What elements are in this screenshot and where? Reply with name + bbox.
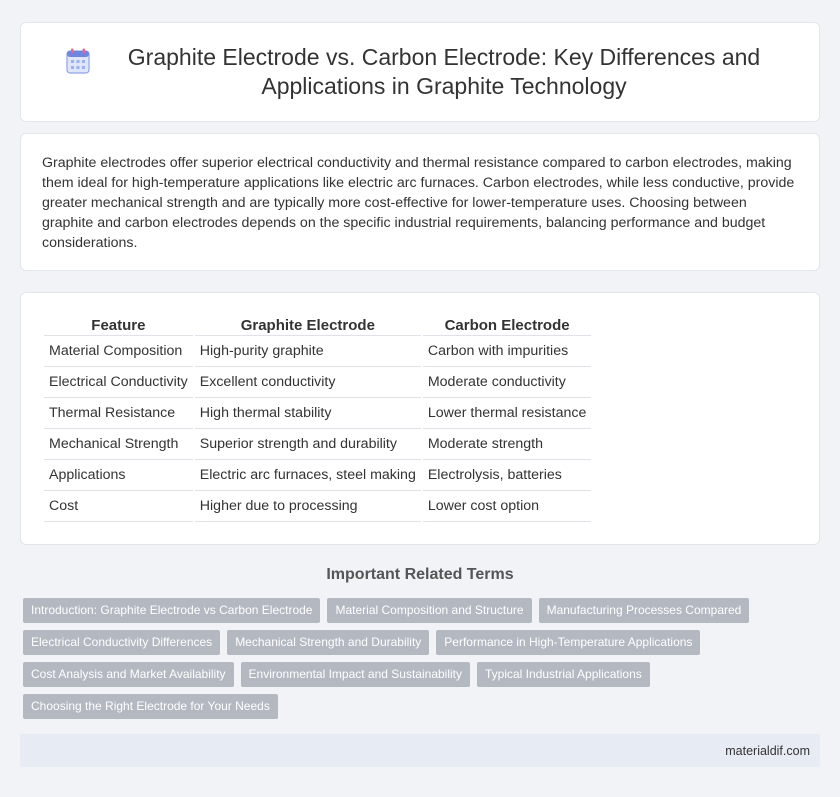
table-cell: Applications xyxy=(44,460,193,491)
related-term-tag[interactable]: Manufacturing Processes Compared xyxy=(539,598,750,623)
table-cell: Superior strength and durability xyxy=(195,429,421,460)
related-term-tag[interactable]: Choosing the Right Electrode for Your Needs xyxy=(23,694,278,719)
table-cell: Electrical Conductivity xyxy=(44,367,193,398)
table-row xyxy=(44,367,591,398)
related-term-tag[interactable]: Typical Industrial Applications xyxy=(477,662,650,687)
table-cell: Electric arc furnaces, steel making xyxy=(195,460,421,491)
table-row xyxy=(44,491,591,522)
related-term-tag[interactable]: Introduction: Graphite Electrode vs Carbon Electrode xyxy=(23,598,320,623)
intro-card xyxy=(20,133,820,271)
comparison-card xyxy=(20,292,820,545)
page-title: Graphite Electrode vs. Carbon Electrode: Key Differences and Applications in Graphite Technology xyxy=(127,44,761,99)
related-term-tag[interactable]: Electrical Conductivity Differences xyxy=(23,630,220,655)
related-term-tag[interactable]: Performance in High-Temperature Applications xyxy=(436,630,700,655)
table-cell: Higher due to processing xyxy=(195,491,421,522)
footer xyxy=(20,734,820,767)
table-row xyxy=(44,398,591,429)
table-cell: High thermal stability xyxy=(195,398,421,429)
table-row xyxy=(44,460,591,491)
calendar-icon xyxy=(66,48,90,74)
table-cell: Carbon with impurities xyxy=(423,336,592,367)
related-terms-list xyxy=(23,598,823,726)
table-row xyxy=(44,429,591,460)
related-term-tag[interactable]: Mechanical Strength and Durability xyxy=(227,630,429,655)
table-cell: Cost xyxy=(44,491,193,522)
related-term-tag[interactable]: Cost Analysis and Market Availability xyxy=(23,662,234,687)
comparison-table xyxy=(42,312,593,522)
table-header-row xyxy=(44,312,591,336)
title-card xyxy=(20,22,820,122)
table-cell: Moderate strength xyxy=(423,429,592,460)
table-cell: Moderate conductivity xyxy=(423,367,592,398)
related-term-tag[interactable]: Environmental Impact and Sustainability xyxy=(241,662,470,687)
column-header-feature: Feature xyxy=(44,312,193,336)
column-header-graphite: Graphite Electrode xyxy=(195,312,421,336)
title-wrap xyxy=(66,43,774,101)
column-header-carbon: Carbon Electrode xyxy=(423,312,592,336)
related-term-tag[interactable]: Material Composition and Structure xyxy=(327,598,531,623)
table-cell: Lower thermal resistance xyxy=(423,398,592,429)
table-cell: Lower cost option xyxy=(423,491,592,522)
table-cell: Thermal Resistance xyxy=(44,398,193,429)
table-cell: Material Composition xyxy=(44,336,193,367)
table-cell: Electrolysis, batteries xyxy=(423,460,592,491)
table-cell: Mechanical Strength xyxy=(44,429,193,460)
related-terms-heading: Important Related Terms xyxy=(326,566,514,583)
footer-site-name: materialdif.com xyxy=(725,743,810,758)
table-row xyxy=(44,336,591,367)
table-cell: Excellent conductivity xyxy=(195,367,421,398)
table-cell: High-purity graphite xyxy=(195,336,421,367)
intro-paragraph: Graphite electrodes offer superior electrical conductivity and thermal resistance compared to carbon electrodes, making them ideal for high-temperature applications like electric arc furnaces. Carbon electrodes, while less conductive, provide greater mechanical strength and are typically more cost-effective for lower-temperature uses. Choosing between graphite and carbon electrodes depends on the specific industrial requirements, balancing performance and budget considerations. xyxy=(42,155,795,251)
